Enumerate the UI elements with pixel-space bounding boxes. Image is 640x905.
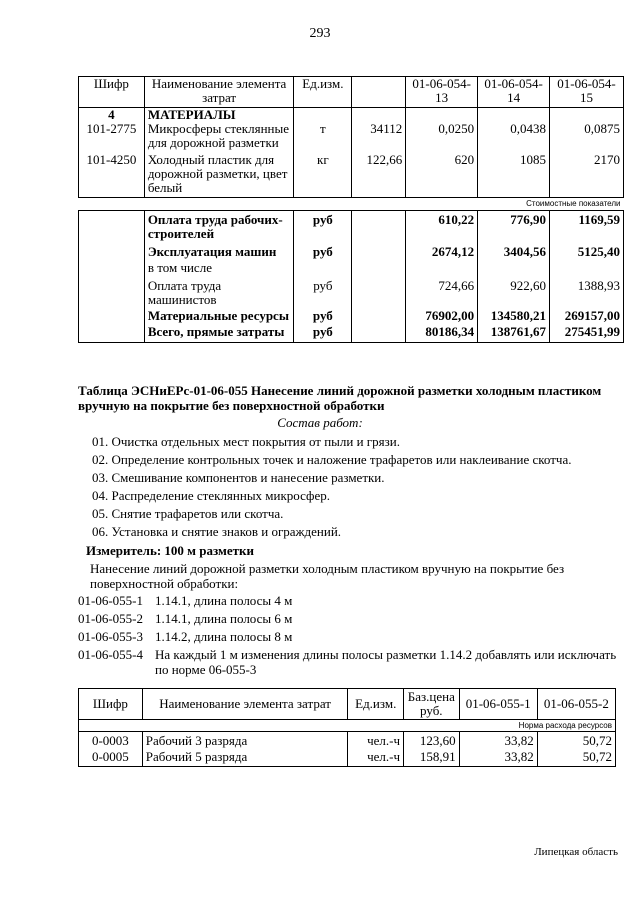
page-number: 293	[309, 26, 331, 41]
cell-price: 123,60	[404, 732, 460, 749]
cell-code: 101-4250	[79, 150, 145, 198]
subheader-row	[79, 720, 616, 732]
cell-value: 269157,00	[550, 307, 624, 323]
col-header: Ед.изм.	[348, 689, 404, 720]
cell-name: Всего, прямые затраты	[144, 323, 294, 343]
norm-code: 01-06-055-1	[78, 593, 143, 608]
cell-value: 724,66	[406, 275, 478, 307]
table-title: Таблица ЭСНиЕРс-01-06-055 Нанесение линий дорожной разметки холодным пластиком	[78, 383, 602, 398]
norm-text: 1.14.1, длина полосы 4 м	[155, 593, 293, 608]
cell-value: 0,0875	[550, 122, 624, 150]
cell-unit: кг	[294, 150, 352, 198]
cell-value: 922,60	[478, 275, 550, 307]
description: Нанесение линий дорожной разметки холодным пластиком вручную на покрытие без	[90, 561, 565, 576]
table-row	[79, 122, 624, 150]
col-header: 01-06-055-2	[537, 689, 615, 720]
cell-price: 34112	[352, 122, 406, 150]
col-header: Шифр	[79, 77, 145, 108]
col-header: Ед.изм.	[294, 77, 352, 108]
work-item: 05. Снятие трафаретов или скотча.	[92, 506, 284, 521]
cell-name: Оплата труда рабочих-строителей	[144, 211, 294, 242]
norm-text: На каждый 1 м изменения длины полосы разметки 1.14.2 добавлять или исключать	[155, 647, 617, 662]
col-header: Шифр	[79, 689, 143, 720]
cell-value: 138761,67	[478, 323, 550, 343]
cell-unit: руб	[294, 211, 352, 242]
cell-code: 101-2775	[79, 122, 145, 150]
cell-unit: руб	[294, 323, 352, 343]
cell-unit: руб	[294, 241, 352, 259]
cell-value: 33,82	[459, 732, 537, 749]
table-header-row	[79, 77, 624, 108]
norm-code: 01-06-055-4	[78, 647, 143, 662]
table-row	[79, 748, 616, 767]
cell-price: 158,91	[404, 748, 460, 767]
table-row	[79, 150, 624, 198]
norm-text: 1.14.2, длина полосы 8 м	[155, 629, 293, 644]
cell-value: 610,22	[406, 211, 478, 242]
table-title-continued: вручную на покрытие без поверхностной обработки	[78, 398, 385, 413]
table-row	[79, 275, 624, 307]
subheader-label: Стоимостные показатели	[79, 198, 624, 211]
cell-name: Рабочий 5 разряда	[142, 748, 348, 767]
table-row	[79, 259, 624, 275]
measure-unit: Измеритель: 100 м разметки	[86, 543, 255, 558]
norm-text-continued: по норме 06-055-3	[155, 662, 257, 677]
norm-code: 01-06-055-2	[78, 611, 143, 626]
cell-unit: т	[294, 122, 352, 150]
cell-name: Оплата труда машинистов	[144, 275, 294, 307]
cell-value: 5125,40	[550, 241, 624, 259]
description-continued: поверхностной обработки:	[90, 576, 239, 591]
cell-value: 80186,34	[406, 323, 478, 343]
cell-value: 776,90	[478, 211, 550, 242]
cell-name: Микросферы стеклянные для дорожной разметки	[144, 122, 294, 150]
cell-value: 3404,56	[478, 241, 550, 259]
subheader-label: Норма расхода ресурсов	[79, 720, 616, 732]
col-header: 01-06-054-15	[550, 77, 624, 108]
footer-region: Липецкая область	[534, 846, 618, 858]
norm-code: 01-06-055-3	[78, 629, 143, 644]
table-header-row	[79, 689, 616, 720]
resources-table-055	[78, 688, 616, 767]
work-item: 04. Распределение стеклянных микросфер.	[92, 488, 330, 503]
cell-value: 76902,00	[406, 307, 478, 323]
cell-value: 620	[406, 150, 478, 198]
cell-code: 0-0003	[79, 732, 143, 749]
cell-unit: руб	[294, 307, 352, 323]
work-item: 03. Смешивание компонентов и нанесение разметки.	[92, 470, 385, 485]
cell-name: Рабочий 3 разряда	[142, 732, 348, 749]
cell-value: 50,72	[537, 732, 615, 749]
cell-value: 1388,93	[550, 275, 624, 307]
section-row	[79, 108, 624, 123]
cell-value: 275451,99	[550, 323, 624, 343]
col-header: 01-06-054-13	[406, 77, 478, 108]
cell-name: Холодный пластик для дорожной разметки, цвет белый	[144, 150, 294, 198]
col-header: 01-06-054-14	[478, 77, 550, 108]
col-header	[352, 77, 406, 108]
cell-unit: чел.-ч	[348, 732, 404, 749]
cell-value: 33,82	[459, 748, 537, 767]
table-row	[79, 732, 616, 749]
cell-value: 2170	[550, 150, 624, 198]
norm-text: 1.14.1, длина полосы 6 м	[155, 611, 293, 626]
resources-table-054	[78, 76, 624, 343]
col-header: 01-06-055-1	[459, 689, 537, 720]
cell-unit: чел.-ч	[348, 748, 404, 767]
col-header: Баз.цена руб.	[404, 689, 460, 720]
section-title: МАТЕРИАЛЫ	[144, 108, 294, 123]
section-number: 4	[79, 108, 145, 123]
work-item: 06. Установка и снятие знаков и ограждений.	[92, 524, 342, 539]
cell-unit: руб	[294, 275, 352, 307]
table-row	[79, 307, 624, 323]
col-header: Наименование элемента затрат	[142, 689, 348, 720]
col-header: Наименование элемента затрат	[144, 77, 294, 108]
cell-name: в том числе	[144, 259, 294, 275]
cell-code: 0-0005	[79, 748, 143, 767]
table-row	[79, 211, 624, 242]
cell-name: Материальные ресурсы	[144, 307, 294, 323]
cell-value: 0,0438	[478, 122, 550, 150]
work-composition-title: Состав работ:	[277, 415, 363, 430]
cell-value: 2674,12	[406, 241, 478, 259]
work-item: 01. Очистка отдельных мест покрытия от пыли и грязи.	[92, 434, 400, 449]
cell-name: Эксплуатация машин	[144, 241, 294, 259]
cell-value: 0,0250	[406, 122, 478, 150]
subheader-row	[79, 198, 624, 211]
cell-value: 50,72	[537, 748, 615, 767]
table-row	[79, 323, 624, 343]
table-row	[79, 241, 624, 259]
work-item: 02. Определение контрольных точек и наложение трафаретов или наклеивание скотча.	[92, 452, 572, 467]
cell-value: 134580,21	[478, 307, 550, 323]
cell-value: 1085	[478, 150, 550, 198]
cell-price: 122,66	[352, 150, 406, 198]
cell-value: 1169,59	[550, 211, 624, 242]
